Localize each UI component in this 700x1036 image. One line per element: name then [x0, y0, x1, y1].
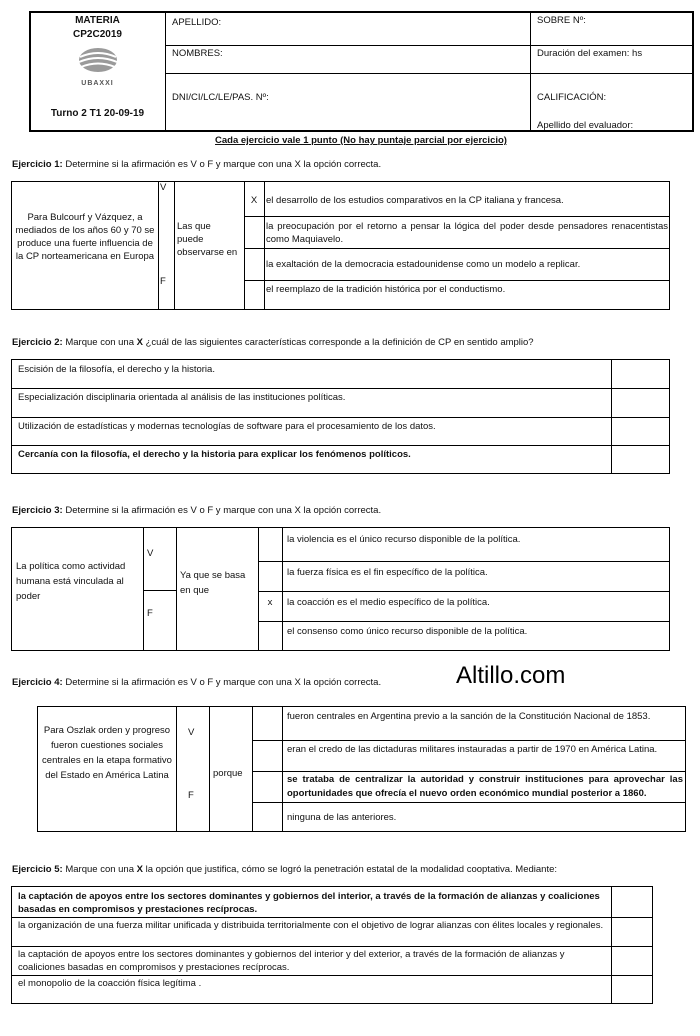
notice: Cada ejercicio vale 1 punto (No hay puntaje parcial por ejercicio)	[215, 135, 507, 146]
ex3-f-option[interactable]: F	[147, 608, 153, 619]
ex1-instruction: Ejercicio 1: Determine si la afirmación es V o F y marque con una X la opción correcta.	[12, 159, 382, 170]
ex5-option-2: la organización de una fuerza militar unificada y distribuida territorialmente con el objetivo de lograr alianzas con élites locales y regionales.	[18, 920, 604, 931]
dni-field[interactable]: DNI/CI/LC/LE/PAS. Nº:	[172, 92, 269, 103]
ex2-answer-4[interactable]	[612, 446, 669, 473]
ex4-mark-4[interactable]	[253, 803, 281, 831]
ex4-mark-3[interactable]	[253, 772, 281, 801]
ex4-option-2: eran el credo de las dictaduras militares instauradas a partir de 1970 en América Latina.	[287, 744, 658, 755]
ex3-option-4: el consenso como único recurso disponible de la política.	[287, 626, 528, 637]
ex2-option-1: Escisión de la filosofía, el derecho y la historia.	[18, 364, 215, 375]
ex5-option-1: la captación de apoyos entre los sectores dominantes y gobiernos del interior, a través de la formación de alianzas y coaliciones basadas en compromisos y prestaciones recíprocas.	[18, 891, 600, 915]
ex3-connector: Ya que se basa en que	[180, 570, 246, 596]
ex4-v-option[interactable]: V	[188, 727, 195, 738]
ex4-f-option[interactable]: F	[188, 790, 194, 801]
materia-code: CP2C2019	[73, 29, 122, 40]
ex4-option-1: fueron centrales en Argentina previo a la sanción de la Constitución Nacional de 1853.	[287, 711, 651, 722]
ex1-connector: Las que puede observarse en	[177, 221, 238, 258]
ex2-answer-2[interactable]	[612, 389, 669, 416]
turno: Turno 2 T1 20-09-19	[50, 108, 145, 119]
ex1-option-4: el reemplazo de la tradición histórica por el conductismo.	[266, 284, 506, 295]
ex4-statement: Para Oszlak orden y progreso fueron cuestiones sociales centrales en la etapa formativo del Estado en América Latina	[42, 725, 172, 781]
apellido-field[interactable]: APELLIDO:	[172, 17, 222, 28]
ex1-mark-1[interactable]: X	[250, 195, 258, 206]
ex5-answer-2[interactable]	[612, 918, 652, 945]
watermark: Altillo.com	[456, 662, 566, 689]
ex2-answer-1[interactable]	[612, 360, 669, 387]
ex4-mark-1[interactable]	[253, 707, 281, 739]
ex3-v-option[interactable]: V	[147, 548, 154, 559]
ex5-instruction: Ejercicio 5: Marque con una X la opción que justifica, cómo se logró la penetración estatal de la modalidad cooptativa. Mediante:	[12, 864, 558, 875]
nombres-field[interactable]: NOMBRES:	[172, 48, 223, 59]
ex3-option-3: la coacción es el medio específico de la política.	[287, 597, 490, 608]
ubaxxi-logo	[68, 44, 128, 80]
sobre-field[interactable]: SOBRE Nº:	[537, 15, 586, 26]
ex1-v-option[interactable]: V	[160, 182, 167, 193]
materia-label: MATERIA	[75, 15, 120, 26]
ex4-instruction: Ejercicio 4: Determine si la afirmación es V o F y marque con una X la opción correcta.	[12, 677, 382, 688]
ex2-instruction: Ejercicio 2: Marque con una X ¿cuál de las siguientes características corresponde a la definición de CP en sentido amplio?	[12, 337, 534, 348]
ex1-option-3: la exaltación de la democracia estadounidense como un modelo a replicar.	[266, 259, 581, 270]
ex4-connector: porque	[213, 768, 243, 779]
ex3-mark-3[interactable]: x	[267, 597, 273, 608]
ex1-statement: Para Bulcourf y Vázquez, a mediados de los años 60 y 70 se produce una fuerte influencia de la CP norteamericana en Europa	[15, 212, 155, 262]
ex5-answer-4[interactable]	[612, 976, 652, 1003]
duracion-field[interactable]: Duración del examen: hs	[537, 48, 643, 59]
ex5-option-3: la captación de apoyos entre los sectores dominantes y gobiernos del interior y del exterior, a través de la formación de alianzas y coaliciones basadas en compromisos y prestaciones recíprocas.	[18, 949, 565, 973]
ex2-option-4: Cercanía con la filosofía, el derecho y la historia para explicar los fenómenos políticos.	[18, 449, 411, 460]
ex2-answer-3[interactable]	[612, 418, 669, 444]
ex1-option-2: la preocupación por el retorno a pensar la lógica del poder desde pensadores renacentistas como Maquiavelo.	[266, 221, 668, 245]
ex2-option-3: Utilización de estadísticas y modernas tecnologías de software para el procesamiento de los datos.	[18, 421, 436, 432]
ex5-answer-1[interactable]	[612, 887, 652, 916]
ex3-option-1: la violencia es el único recurso disponible de la política.	[287, 534, 521, 545]
ex1-option-1: el desarrollo de los estudios comparativos en la CP italiana y francesa.	[266, 195, 564, 206]
logo-text: UBAXXI	[81, 80, 114, 87]
ex3-instruction: Ejercicio 3: Determine si la afirmación es V o F y marque con una X la opción correcta.	[12, 505, 382, 516]
ex4-option-4: ninguna de las anteriores.	[287, 812, 397, 823]
ex4-mark-2[interactable]	[253, 741, 281, 770]
ex4-option-3: se trataba de centralizar la autoridad y construir instituciones para aprovechar las oportunidades que ofrecía el nuevo orden económico mundial posterior a 1860.	[287, 774, 683, 799]
ex1-f-option[interactable]: F	[160, 276, 166, 287]
calificacion-field[interactable]: CALIFICACIÓN:	[537, 92, 607, 103]
ex5-answer-3[interactable]	[612, 947, 652, 974]
ex3-option-2: la fuerza física es el fin específico de la política.	[287, 567, 488, 578]
ex2-option-2: Especialización disciplinaria orientada al análisis de las instituciones políticas.	[18, 392, 346, 403]
ex5-option-4: el monopolio de la coacción física legítima .	[18, 978, 202, 989]
evaluador-field[interactable]: Apellido del evaluador:	[537, 120, 634, 131]
ex3-statement: La política como actividad humana está vinculada al poder	[16, 561, 126, 602]
